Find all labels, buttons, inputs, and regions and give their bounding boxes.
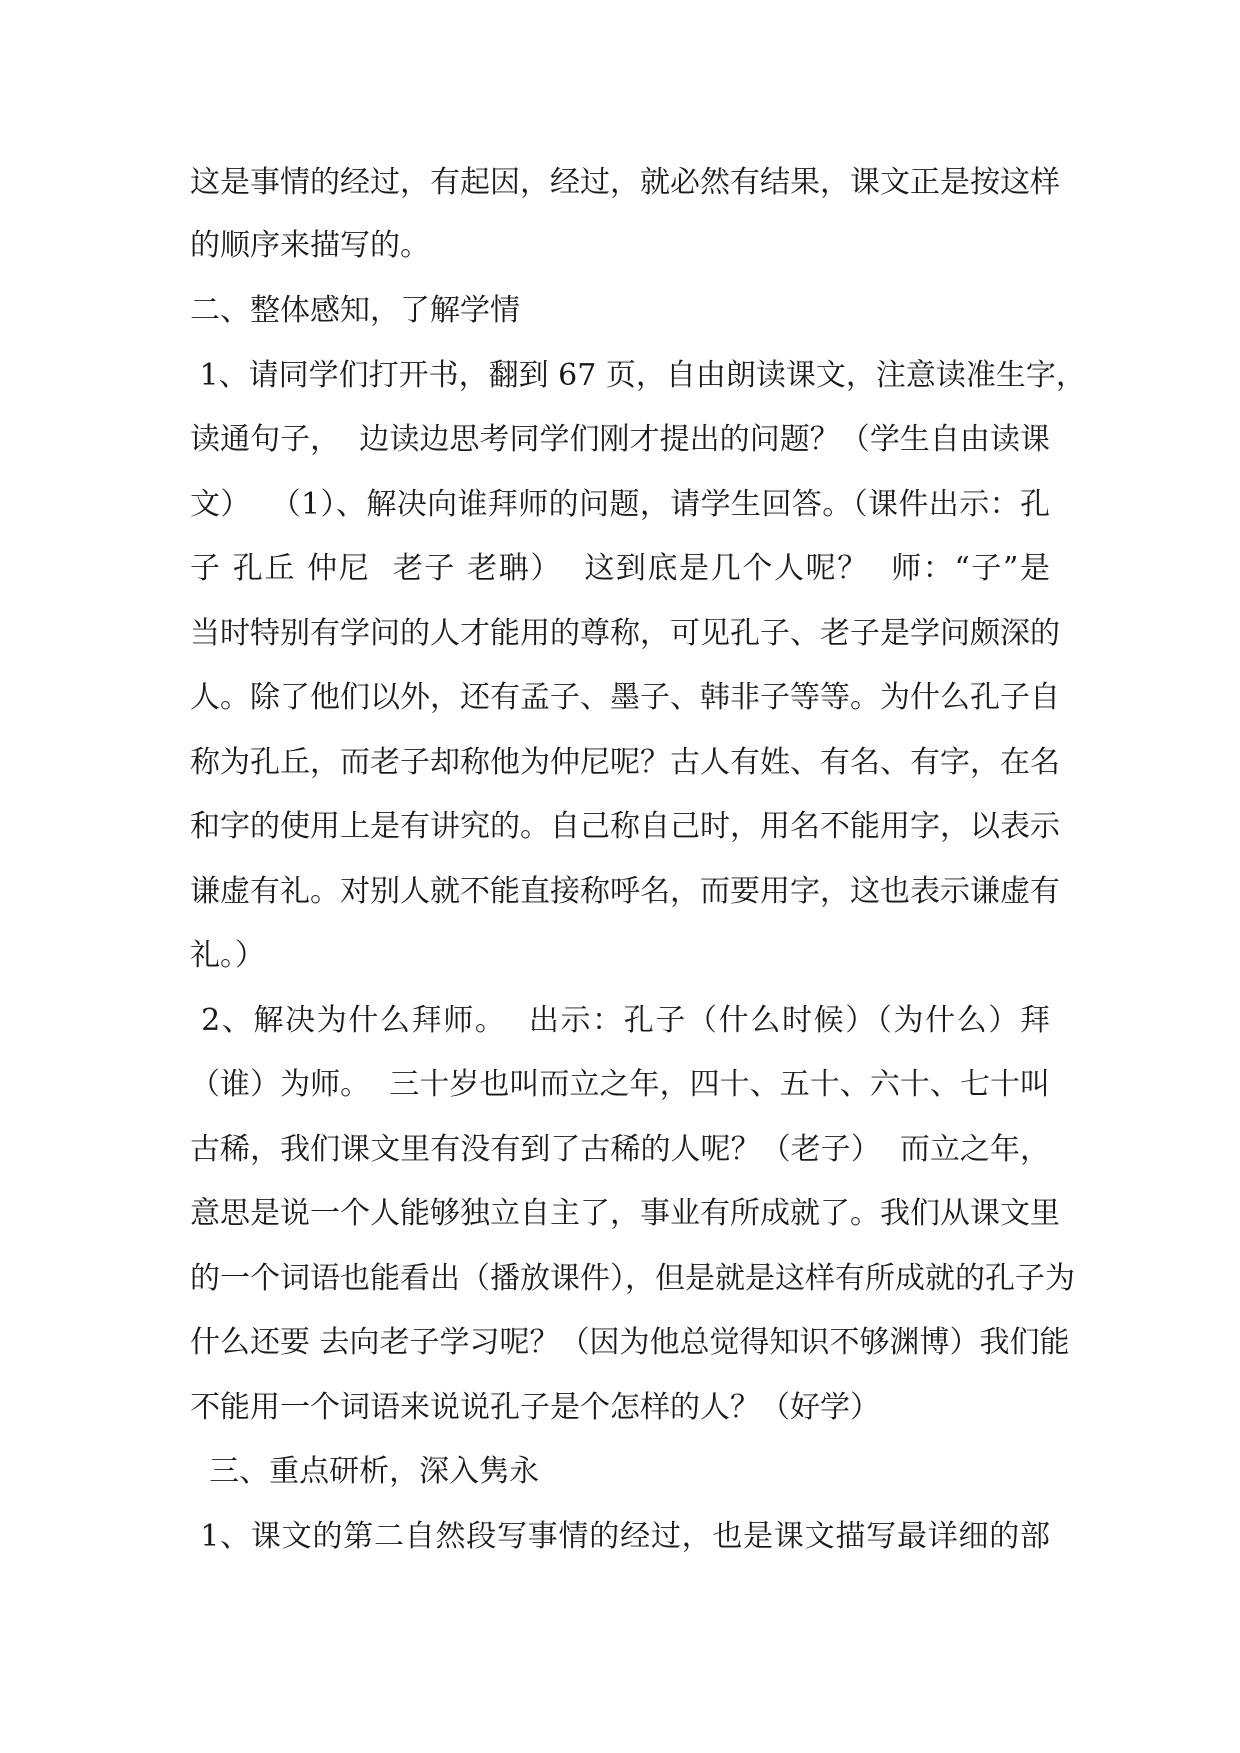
section-heading-3: 三、重点研析，深入隽永 (190, 1454, 540, 1489)
text-line-9: 人。除了他们以外，还有孟子、墨子、韩非子等等。为什么孔子自 (190, 680, 1060, 715)
text-line-8: 当时特别有学问的人才能用的尊称，可见孔子、老子是学问颇深的 (190, 616, 1060, 651)
text-line-4: 1、请同学们打开书，翻到 67 页，自由朗读课文，注意读准生字， (190, 358, 1086, 393)
text-line-2: 的顺序来描写的。 (190, 228, 430, 263)
text-line-10: 称为孔丘，而老子却称他为仲尼呢？古人有姓、有名、有字，在名 (190, 745, 1060, 780)
text-line-20: 不能用一个词语来说说孔子是个怎样的人？（好学） (190, 1390, 880, 1425)
text-line-14: 2、解决为什么拜师。 出示：孔子（什么时候）（为什么）拜 (190, 1003, 1050, 1038)
text-line-18: 的一个词语也能看出（播放课件），但是就是这样有所成就的孔子为 (190, 1261, 1075, 1296)
text-line-17: 意思是说一个人能够独立自主了，事业有所成就了。我们从课文里 (190, 1196, 1060, 1231)
text-line-16: 古稀，我们课文里有没有到了古稀的人呢？（老子） 而立之年， (190, 1132, 1050, 1167)
text-line-12: 谦虚有礼。对别人就不能直接称呼名，而要用字，这也表示谦虚有 (190, 874, 1060, 909)
text-line-19: 什么还要 去向老子学习呢？（因为他总觉得知识不够渊博）我们能 (190, 1325, 1070, 1360)
text-line-22: 1、课文的第二自然段写事情的经过，也是课文描写最详细的部 (190, 1519, 1050, 1554)
text-line-15: （谁）为师。 三十岁也叫而立之年，四十、五十、六十、七十叫 (190, 1067, 1050, 1102)
text-line-6: 文） （1）、解决向谁拜师的问题，请学生回答。（课件出示：孔 (190, 487, 1050, 522)
text-line-7: 子 孔丘 仲尼 老子 老聃） 这到底是几个人呢？ 师：“子”是 (190, 551, 1050, 586)
text-line-13: 礼。） (190, 938, 265, 973)
text-line-11: 和字的使用上是有讲究的。自己称自己时，用名不能用字，以表示 (190, 809, 1060, 844)
text-line-1: 这是事情的经过，有起因，经过，就必然有结果，课文正是按这样 (190, 165, 1060, 200)
text-line-5: 读通句子， 边读边思考同学们刚才提出的问题？（学生自由读课 (190, 422, 1050, 457)
section-heading-2: 二、整体感知，了解学情 (190, 293, 520, 328)
